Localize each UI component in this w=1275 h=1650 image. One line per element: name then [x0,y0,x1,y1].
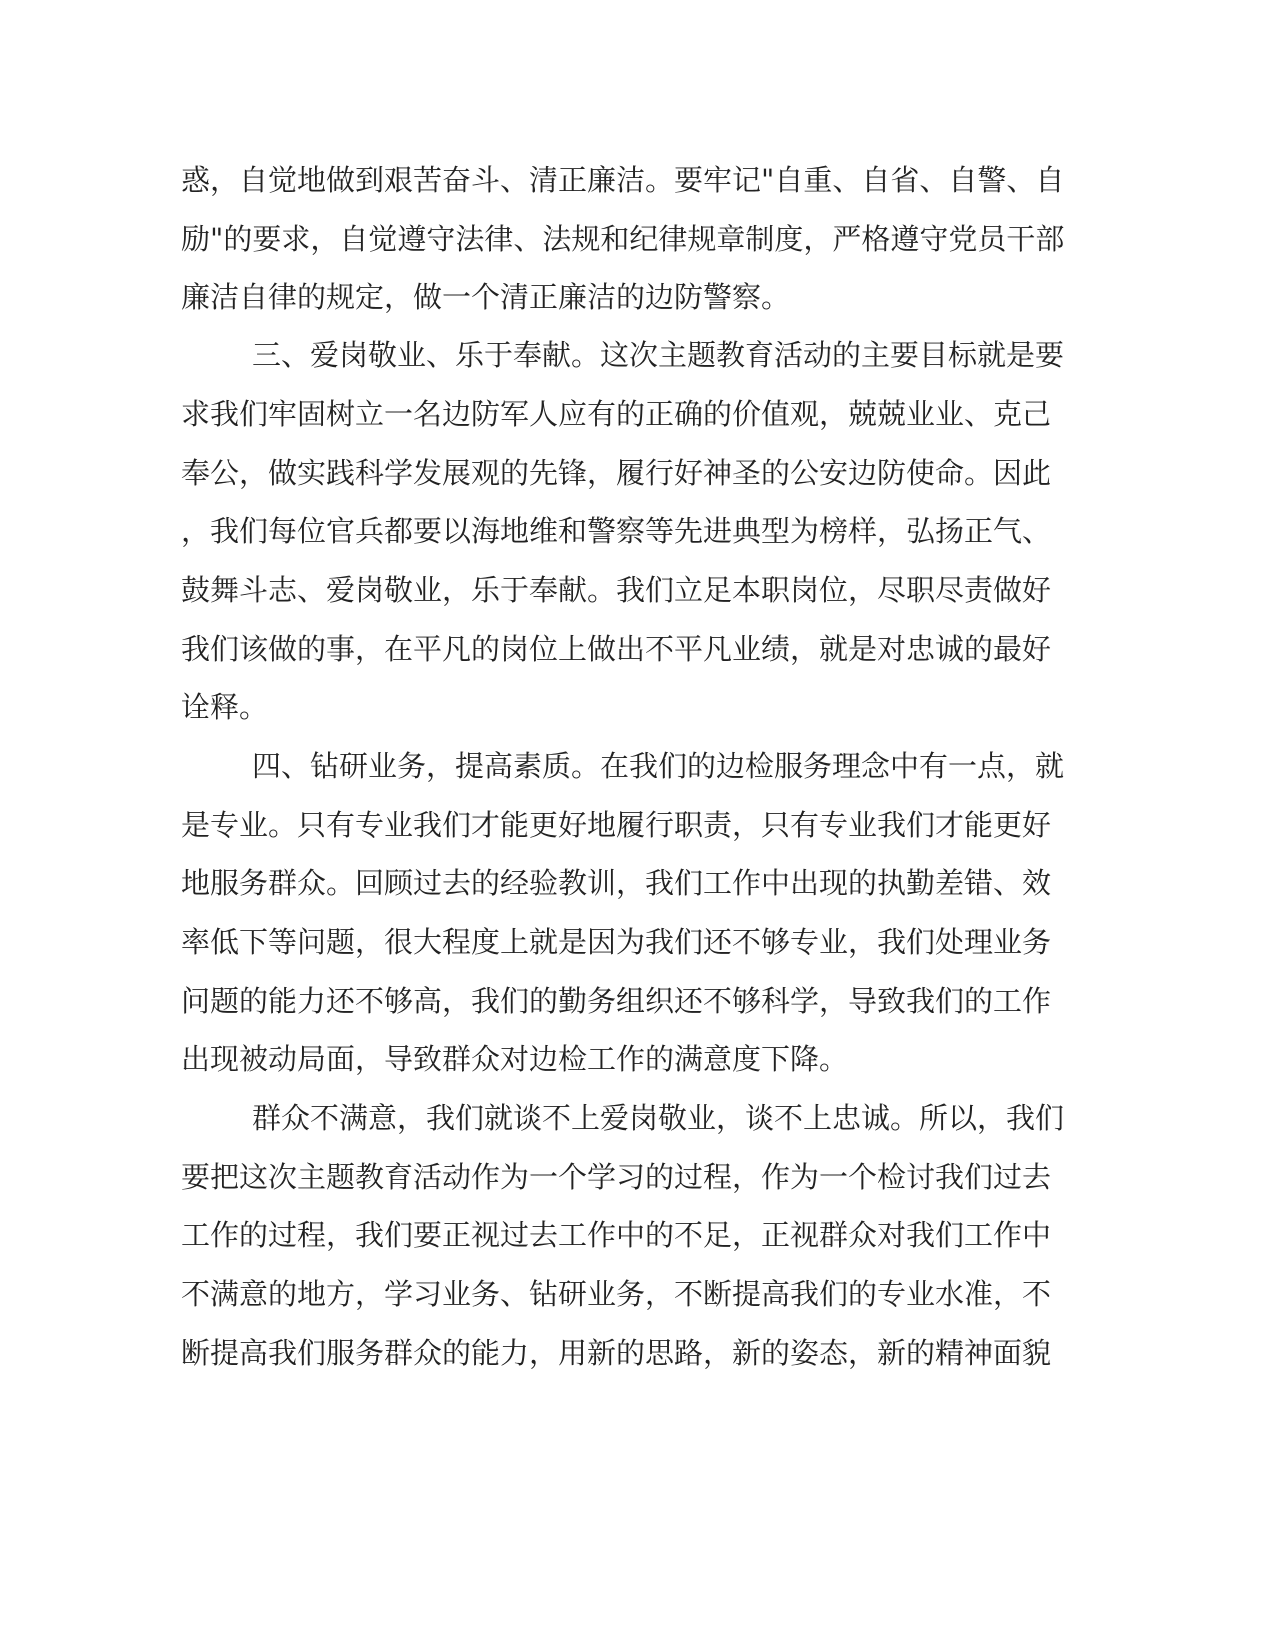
text-line: 断提高我们服务群众的能力，用新的思路，新的姿态，新的精神面貌 [181,1336,1052,1370]
text-line: 工作的过程，我们要正视过去工作中的不足，正视群众对我们工作中 [181,1218,1052,1252]
text-line: 廉洁自律的规定，做一个清正廉洁的边防警察。 [181,280,791,314]
text-line: 出现被动局面，导致群众对边检工作的满意度下降。 [181,1042,849,1076]
text-line: 是专业。只有专业我们才能更好地履行职责，只有专业我们才能更好 [181,808,1052,842]
text-line: 四、钻研业务，提高素质。在我们的边检服务理念中有一点，就 [252,749,1065,783]
text-line: 惑，自觉地做到艰苦奋斗、清正廉洁。要牢记"自重、自省、自警、自 [181,163,1065,197]
text-line: 群众不满意，我们就谈不上爱岗敬业，谈不上忠诚。所以，我们 [252,1101,1065,1135]
text-line: 三、爱岗敬业、乐于奉献。这次主题教育活动的主要目标就是要 [252,338,1065,372]
text-line: 不满意的地方，学习业务、钻研业务，不断提高我们的专业水准，不 [181,1277,1052,1311]
text-line: 我们该做的事，在平凡的岗位上做出不平凡业绩，就是对忠诚的最好 [181,632,1052,666]
text-line: 求我们牢固树立一名边防军人应有的正确的价值观，兢兢业业、克己 [181,397,1052,431]
text-line: 诠释。 [181,690,269,724]
text-line: 问题的能力还不够高，我们的勤务组织还不够科学，导致我们的工作 [181,984,1052,1018]
text-line: 率低下等问题，很大程度上就是因为我们还不够专业，我们处理业务 [181,925,1052,959]
text-line: 奉公，做实践科学发展观的先锋，履行好神圣的公安边防使命。因此 [181,456,1052,490]
text-line: 要把这次主题教育活动作为一个学习的过程，作为一个检讨我们过去 [181,1160,1052,1194]
text-line: 鼓舞斗志、爱岗敬业，乐于奉献。我们立足本职岗位，尽职尽责做好 [181,573,1052,607]
text-line: ，我们每位官兵都要以海地维和警察等先进典型为榜样，弘扬正气、 [181,514,1052,548]
text-line: 地服务群众。回顾过去的经验教训，我们工作中出现的执勤差错、效 [181,866,1052,900]
text-line: 励"的要求，自觉遵守法律、法规和纪律规章制度，严格遵守党员干部 [181,222,1065,256]
